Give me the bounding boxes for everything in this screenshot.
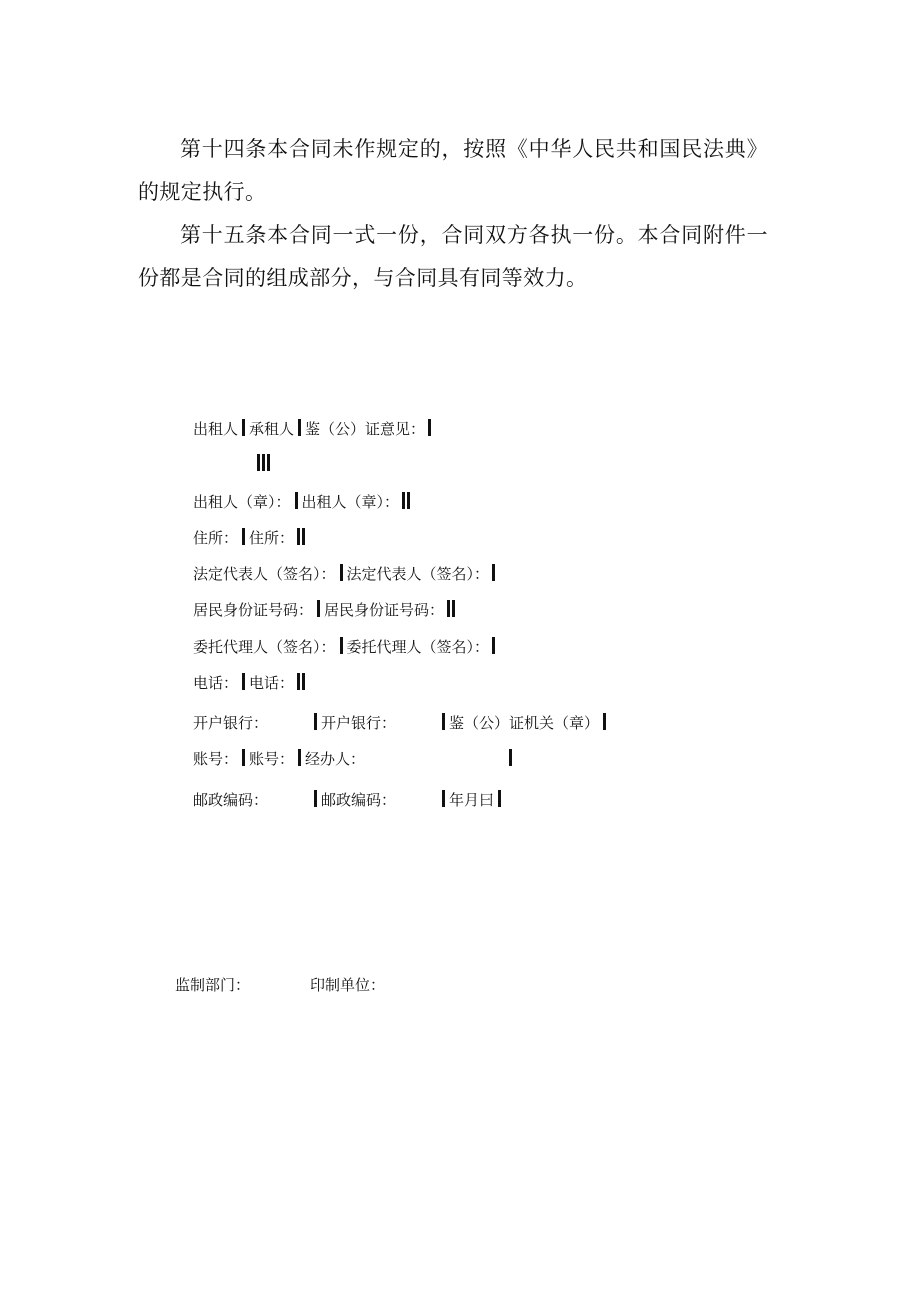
lessor-label: 出租人 [193,420,239,438]
manager-label: 经办人： [305,750,366,768]
table-rule [298,419,301,436]
notary-office-label: 鉴（公）证机关（章） [449,714,600,732]
table-rule [298,749,301,766]
signature-row-phone [193,672,307,694]
table-rule [314,713,317,730]
bank-label-2: 开户银行： [321,714,397,732]
table-rule [262,454,265,471]
table-rule [492,637,495,654]
id-number-label: 居民身份证号码： [193,601,314,619]
article-14-paragraph: 第十四条本合同未作规定的，按照《中华人民共和国民法典》的规定执行。 [138,137,768,204]
postcode-label: 邮政编码： [193,791,269,809]
signature-row-seal [193,491,412,513]
legal-rep-label-2: 法定代表人（签名）： [346,565,490,583]
table-rule [242,749,245,766]
table-rule [447,600,450,617]
bank-label: 开户银行： [193,714,269,732]
postcode-label-2: 邮政编码： [321,791,397,809]
table-rule [492,564,495,581]
table-rule [302,528,305,545]
signature-row-agent [193,636,499,658]
phone-label: 电话： [193,674,239,692]
footer [175,974,385,996]
signature-row-postcode [193,789,505,811]
supervisor-label: 监制部门： [175,976,251,994]
table-rule [603,713,606,730]
table-rule [317,600,320,617]
table-rule [242,419,245,436]
phone-label-2: 电话： [249,674,295,692]
table-rule [442,790,445,807]
table-rule [297,673,300,690]
signature-row-legal-rep [193,563,499,585]
table-rule [242,528,245,545]
account-label: 账号： [193,750,239,768]
date-label: 年月曰 [449,791,495,809]
legal-rep-label: 法定代表人（签名）： [193,565,336,583]
table-rule [407,492,410,509]
address-label-2: 住所： [249,529,295,547]
signature-row-address [193,527,307,549]
table-rule [340,564,343,581]
table-rule [257,454,260,471]
table-rule [302,673,305,690]
lessor-seal-label-2: 出租人（章）： [301,493,400,511]
table-rule [442,713,445,730]
agent-label-2: 委托代理人（签名）： [346,638,490,656]
notary-opinion-label: 鉴（公）证意见： [305,420,426,438]
table-rule [340,637,343,654]
table-rule [295,492,298,509]
id-number-label-2: 居民身份证号码： [324,601,445,619]
table-rule [402,492,405,509]
agent-label: 委托代理人（签名）： [193,638,336,656]
table-rule [314,790,317,807]
account-label-2: 账号： [249,750,295,768]
lessee-label: 承租人 [249,420,295,438]
signature-row-account [193,748,516,770]
table-rule [498,790,501,807]
signature-row-rules [257,453,272,475]
signature-row-parties [193,418,435,440]
table-rule [428,419,431,436]
table-rule [452,600,455,617]
printer-label: 印制单位： [310,976,386,994]
address-label: 住所： [193,529,239,547]
table-rule [242,673,245,690]
signature-row-id [193,599,457,621]
table-rule [297,528,300,545]
table-rule [509,749,512,766]
signature-row-bank [193,712,610,734]
table-rule [267,454,270,471]
lessor-seal-label: 出租人（章）： [193,493,291,511]
article-15-paragraph: 第十五条本合同一式一份，合同双方各执一份。本合同附件一份都是合同的组成部分，与合同具有同等效力。 [138,223,768,290]
